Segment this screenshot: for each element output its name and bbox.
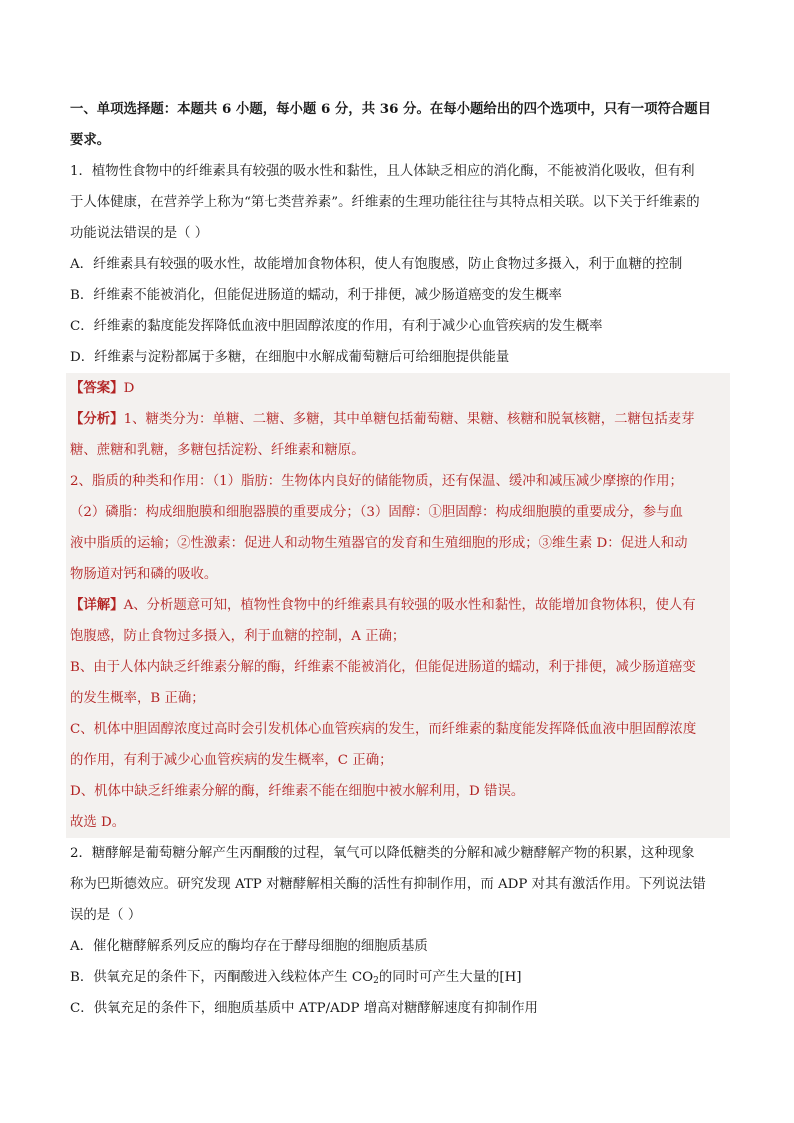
detail-text: A、分析题意可知，植物性食物中的纤维素具有较强的吸水性和黏性，故能增加食物体积，使人有 bbox=[123, 598, 696, 613]
q1-option-d: D．纤维素与淀粉都属于多糖，在细胞中水解成葡萄糖后可给细胞提供能量 bbox=[70, 350, 510, 365]
q2-stem-line: 称为巴斯德效应。研究发现 ATP 对糖酵解相关酶的活性有抑制作用，而 ADP 对其有激活作用。下列说法错 bbox=[70, 877, 706, 892]
q1-stem-line: 功能说法错误的是（ ） bbox=[70, 226, 209, 241]
analysis-line bbox=[70, 404, 730, 435]
q2-option-a: A．催化糖酵解系列反应的酶均存在于酵母细胞的细胞质基质 bbox=[70, 939, 428, 954]
section-header-line: 一、单项选择题：本题共 6 小题，每小题 6 分，共 36 分。在每小题给出的四个选项中，只有一项符合题目 bbox=[70, 101, 712, 117]
q1-option-c: C．纤维素的黏度能发挥降低血液中胆固醇浓度的作用，有利于减少心血管疾病的发生概率 bbox=[70, 319, 603, 334]
co2-subscript: 2 bbox=[373, 976, 379, 986]
detail-line: C、机体中胆固醇浓度过高时会引发机体心血管疾病的发生，而纤维素的黏度能发挥降低血液中胆固醇浓度 bbox=[70, 722, 697, 737]
q1-stem-line: 于人体健康，在营养学上称为“第七类营养素”。纤维素的生理功能往往与其特点相关联。以下关于纤维素的 bbox=[70, 195, 700, 210]
analysis-line: 物肠道对钙和磷的吸收。 bbox=[70, 567, 218, 582]
detail-line: D、机体中缺乏纤维素分解的酶，纤维素不能在细胞中被水解利用，D 错误。 bbox=[70, 784, 525, 799]
q2-option-c: C．供氧充足的条件下，细胞质基质中 ATP/ADP 增高对糖酵解速度有抑制作用 bbox=[70, 1001, 538, 1016]
question-1 bbox=[70, 156, 726, 838]
q1-stem-line: 1．植物性食物中的纤维素具有较强的吸水性和黏性，且人体缺乏相应的消化酶，不能被消化吸收，但有利 bbox=[70, 164, 695, 179]
q1-solution-block bbox=[66, 373, 730, 838]
q1-option-b: B．纤维素不能被消化，但能促进肠道的蠕动，利于排便，减少肠道癌变的发生概率 bbox=[70, 288, 562, 303]
q2-option-b bbox=[70, 962, 726, 993]
detail-line: 饱腹感，防止食物过多摄入，利于血糖的控制，A 正确； bbox=[70, 629, 406, 644]
section-header-line: 要求。 bbox=[70, 132, 111, 148]
q2-option-b-text-end: 的同时可产生大量的[H] bbox=[378, 970, 522, 985]
answer-value: D bbox=[123, 381, 135, 396]
section-header bbox=[70, 94, 726, 156]
analysis-tag: 【分析】 bbox=[70, 411, 124, 427]
analysis-line: 液中脂质的运输；②性激素：促进人和动物生殖器官的发育和生殖细胞的形成；③维生素 D：促进人和动 bbox=[70, 536, 688, 551]
analysis-line: （2）磷脂：构成细胞膜和细胞器膜的重要成分；（3）固醇：①胆固醇：构成细胞膜的重要成分，参与血 bbox=[70, 505, 683, 520]
question-2 bbox=[70, 838, 726, 1024]
answer-line bbox=[70, 373, 730, 404]
analysis-line: 糖、蔗糖和乳糖，多糖包括淀粉、纤维素和糖原。 bbox=[70, 443, 365, 458]
conclusion-line: 故选 D。 bbox=[70, 815, 126, 830]
document-page bbox=[70, 94, 726, 1024]
answer-tag: 【答案】 bbox=[70, 380, 124, 396]
q2-option-b-text: B．供氧充足的条件下，丙酮酸进入线粒体产生 CO bbox=[70, 970, 374, 985]
detail-line bbox=[70, 590, 730, 621]
detail-line: B、由于人体内缺乏纤维素分解的酶，纤维素不能被消化，但能促进肠道的蠕动，利于排便，减少肠道癌变 bbox=[70, 660, 696, 675]
analysis-text: 1、糖类分为：单糖、二糖、多糖，其中单糖包括葡萄糖、果糖、核糖和脱氧核糖，二糖包括麦芽 bbox=[123, 412, 695, 427]
detail-line: 的发生概率，B 正确； bbox=[70, 691, 205, 706]
q2-stem-line: 误的是（ ） bbox=[70, 908, 142, 923]
detail-tag: 【详解】 bbox=[70, 597, 124, 613]
detail-line: 的作用，有利于减少心血管疾病的发生概率，C 正确； bbox=[70, 753, 393, 768]
analysis-line: 2、脂质的种类和作用：（1）脂肪：生物体内良好的储能物质，还有保温、缓冲和减压减少摩擦的作用； bbox=[70, 474, 683, 489]
q1-option-a: A．纤维素具有较强的吸水性，故能增加食物体积，使人有饱腹感，防止食物过多摄入，利于血糖的控制 bbox=[70, 257, 683, 272]
q2-stem-line: 2．糖酵解是葡萄糖分解产生丙酮酸的过程，氧气可以降低糖类的分解和减少糖酵解产物的积累，这种现象 bbox=[70, 846, 695, 861]
